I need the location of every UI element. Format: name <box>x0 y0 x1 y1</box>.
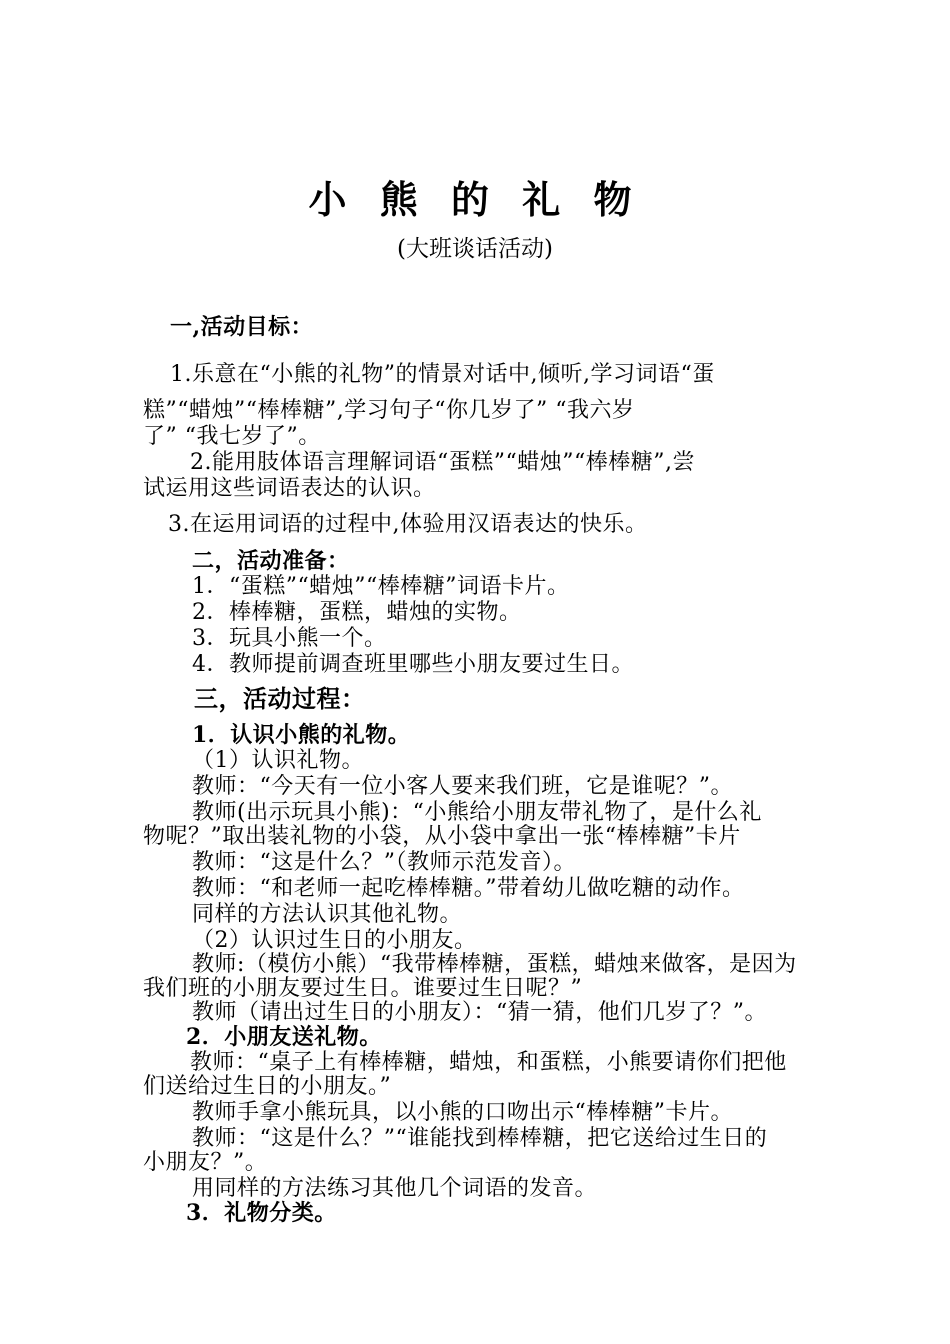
process-line: 教师：“和老师一起吃棒棒糖。”带着幼儿做吃糖的动作。 <box>192 876 745 901</box>
process-line: 教师：“这是什么？”“谁能找到棒棒糖，把它送给过生日的 <box>192 1126 768 1151</box>
step-1-heading: 1．认识小熊的礼物。 <box>192 722 411 748</box>
process-line: 物呢？”取出装礼物的小袋，从小袋中拿出一张“棒棒糖”卡片 <box>143 824 741 849</box>
process-line: 教师：“桌子上有棒棒糖，蜡烛，和蛋糕，小熊要请你们把他 <box>190 1050 787 1075</box>
prep-item: 1．“蛋糕”“蜡烛”“棒棒糖”词语卡片。 <box>192 574 570 599</box>
goal-3: 3.在运用词语的过程中,体验用汉语表达的快乐。 <box>168 512 648 537</box>
prep-item: 2．棒棒糖，蛋糕，蜡烛的实物。 <box>192 600 522 625</box>
process-line: 们送给过生日的小朋友。” <box>143 1074 392 1099</box>
process-line: 小朋友？”。 <box>143 1150 268 1175</box>
process-line: 教师:（模仿小熊）“我带棒棒糖，蛋糕，蜡烛来做客，是因为 <box>192 952 797 977</box>
process-line: 用同样的方法练习其他几个词语的发音。 <box>192 1176 598 1201</box>
process-line: 教师：“今天有一位小客人要来我们班，它是谁呢？”。 <box>192 774 733 799</box>
process-line: 我们班的小朋友要过生日。谁要过生日呢？” <box>143 976 583 1001</box>
process-line: （2）认识过生日的小朋友。 <box>192 928 477 953</box>
goal-1-line-1: 1.乐意在“小熊的礼物”的情景对话中,倾听,学习词语“蛋 <box>170 362 715 387</box>
process-line: 同样的方法认识其他礼物。 <box>192 902 463 927</box>
page-title: 小 熊 的 礼 物 <box>308 177 642 222</box>
step-3-heading: 3．礼物分类。 <box>186 1200 337 1226</box>
process-line: 教师：“这是什么？”（教师示范发音）。 <box>192 850 576 875</box>
process-line: （1）认识礼物。 <box>192 748 364 773</box>
goal-2-line-2: 试运用这些词语表达的认识。 <box>143 476 436 501</box>
section-heading-preparation: 二，活动准备： <box>192 548 350 574</box>
goal-2-line-1: 2.能用肢体语言理解词语“蛋糕”“蜡烛”“棒棒糖”,尝 <box>190 450 695 475</box>
section-heading-goals: 一,活动目标： <box>170 314 314 340</box>
prep-item: 4．教师提前调查班里哪些小朋友要过生日。 <box>192 652 634 677</box>
process-line: 教师（请出过生日的小朋友）：“猜一猜，他们几岁了？”。 <box>192 1000 767 1025</box>
process-line: 教师(出示玩具小熊)：“小熊给小朋友带礼物了，是什么礼 <box>192 800 762 825</box>
section-heading-process: 三，活动过程： <box>194 684 366 713</box>
goal-1-line-2: 糕”“蜡烛”“棒棒糖”,学习句子“你几岁了” “我六岁 <box>143 398 635 423</box>
prep-item: 3．玩具小熊一个。 <box>192 626 387 651</box>
page-subtitle: (大班谈话活动) <box>397 236 553 262</box>
goal-1-line-3: 了” “我七岁了”。 <box>143 424 321 449</box>
step-2-heading: 2．小朋友送礼物。 <box>186 1024 382 1050</box>
process-line: 教师手拿小熊玩具，以小熊的口吻出示“棒棒糖”卡片。 <box>192 1100 733 1125</box>
